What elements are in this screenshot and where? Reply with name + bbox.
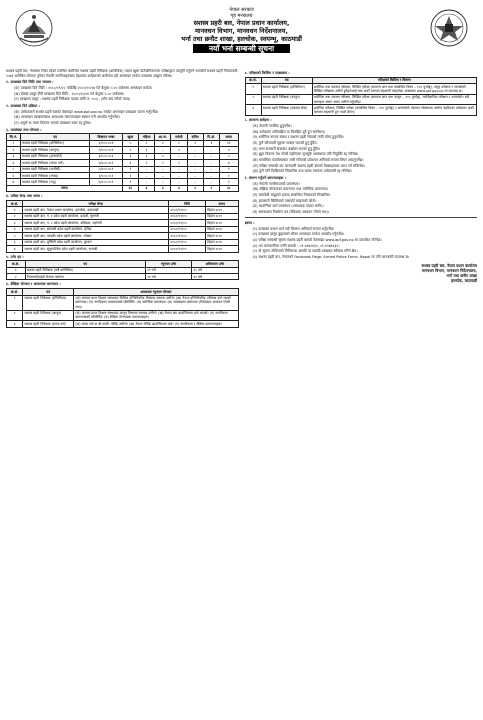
section-9-item: (ख) शैक्षिक योग्यताका प्रमाणपत्र तथा चारित्रिक प्रमाणपत्र। [252, 187, 329, 192]
section-8-item: (च) झुटा विवरण पेश गरेको ठहरिएमा जुनसुकै अवस्थामा पनि नियुक्ति रद्द गरिनेछ। [252, 152, 359, 157]
table-cell: सशस्त्र प्रहरी निरीक्षक (इन्जिनियर) [261, 84, 312, 95]
table-cell: १ [245, 84, 261, 95]
section-8-item: (क) नेपाली नागरिक हुनुपर्नेछ। [252, 123, 292, 128]
signature-line: सशस्त्र प्रहरी बल, नेपाल प्रधान कार्यालय [421, 262, 477, 268]
table-cell: बिहान ७:०० [206, 220, 238, 226]
table-cell: ३ [122, 153, 138, 159]
table-cell: २ [7, 310, 23, 321]
table-row [7, 310, 239, 321]
section-2-item: (ख) अनलाइन दरखास्तसाथ आवश्यक कागजातहरू स्क्यान गरी अपलोड गर्नुपर्नेछ। [14, 115, 120, 120]
table-cell: २ [7, 213, 23, 219]
table-cell: १ [122, 166, 138, 172]
table-header-cell: आवश्यक न्यूनतम योग्यता [74, 289, 238, 295]
table-header-cell: पद [20, 134, 89, 140]
table-cell: – [155, 166, 171, 172]
section-9-list [245, 182, 478, 215]
table-total-cell: ३ [171, 185, 187, 191]
table-cell: सशस्त्र प्रहरी निरीक्षक (कानून) [261, 94, 312, 105]
table-cell: – [138, 179, 154, 185]
table-cell: सशस्त्र प्रहरी निरीक्षक (इन्जिनियर) [20, 140, 89, 146]
table-cell: १/०८०-०८१ [90, 140, 122, 146]
table-header-cell: न्यूनतम उमेर [145, 261, 191, 267]
table-cell: सशस्त्र प्रहरी बल, गण्डकी प्रदेश प्रहरी कार्यालय, पोखरा [23, 233, 169, 239]
section-1-item: (ख) दोब्बर दस्तुर तिरी दरखास्त दिने मिति : २०८०/१०/२४ गते बेलुका ५:०० बजेसम्म। [14, 91, 125, 96]
table-header-cell: मिति [169, 201, 206, 207]
table-header-cell: समय [206, 201, 238, 207]
table-row [245, 84, 477, 95]
header-line-department: मानवधन विभाग, मानवधन निर्देशनालय, [195, 27, 288, 36]
table-cell: बिहान ७:०० [206, 207, 238, 213]
table-total-cell: १ [203, 185, 219, 191]
signature-line: भर्ना तथा छनौट शाखा [446, 272, 477, 278]
table-cell: – [155, 179, 171, 185]
section-8-item: (ग) शारीरिक रूपमा स्वस्थ र सशस्त्र प्रहरी सेवाको लागि योग्य हुनुपर्नेछ। [252, 135, 344, 140]
table-cell: १ [219, 173, 238, 179]
table-cell: सशस्त्र प्रहरी निरीक्षक (पशु) [20, 179, 89, 185]
table-header-cell: क्र.सं. [245, 77, 261, 83]
post-quota-table [6, 133, 239, 192]
section-9-item: (च) समकक्षता निर्धारण पत्र (विदेशमा अध्ययन गरेको भए)। [252, 209, 330, 214]
table-cell: २५ वर्ष [192, 267, 238, 273]
note-item: (५) यो सूचना तोकिएको मितिभन्दा अगाडि वा पछाडि दरखास्त स्वीकार गरिने छैन। [252, 249, 358, 254]
table-row [245, 94, 477, 105]
table-cell: ६ [7, 173, 21, 179]
header-line-office: सशस्त्र प्रहरी बल, नेपाल प्रधान कार्यालय, [193, 19, 290, 28]
section-8-item: (ज) परीक्षा सम्बन्धी थप जानकारी सशस्त्र प्रहरी बलको वेबसाइटबाट प्राप्त गर्न सकिनेछ। [252, 163, 366, 168]
section-1-list [6, 86, 239, 102]
table-cell: ३० वर्ष [192, 274, 238, 280]
age-limit-table [6, 260, 239, 280]
section-8-item: (ख) उम्मेदवार अविवाहित वा विवाहित दुवै हुन सक्नेछन्। [252, 129, 325, 134]
table-header-cell: क्र.सं. [7, 201, 23, 207]
table-header-cell: सि.नं. [7, 134, 21, 140]
section-8-item: (झ) कुनै पनि किसिमको सिफारिस तथा दबाब ल्याएमा उम्मेदवारी रद्द गरिनेछ। [252, 169, 352, 174]
table-cell: ४ [7, 160, 21, 166]
table-header-cell: अधिकतम उमेर [192, 261, 238, 267]
table-cell: सशस्त्र प्रहरी निरीक्षक (कानून) [23, 310, 74, 321]
table-header-cell: खुला [122, 134, 138, 140]
table-header-cell: मधेसी [171, 134, 187, 140]
signature-block [245, 263, 478, 283]
nepal-government-emblem-icon [14, 8, 54, 48]
table-cell: १ [7, 207, 23, 213]
table-row [7, 295, 239, 310]
table-cell: – [155, 147, 171, 153]
table-cell: २/०८०-०८१ [90, 147, 122, 153]
table-total-cell: ६ [138, 185, 154, 191]
table-cell: (क) स्टाफ नर्स वा बी.एस्सी. नर्सिङ उत्तीर्ण। (ख) नेपाल नर्सिङ काउन्सिलमा दर्ता। (ग) नागरिकता र शैक्षिक प्रमाणपत्रहरू। [74, 321, 238, 327]
table-cell: – [138, 166, 154, 172]
table-cell: – [155, 173, 171, 179]
table-cell: २१ वर्ष [145, 267, 191, 273]
table-cell: – [138, 173, 154, 179]
right-column [245, 69, 478, 715]
table-cell: सशस्त्र प्रहरी निरीक्षक (स्वास्थ्य सेवा) [261, 105, 312, 116]
table-cell: २ [138, 160, 154, 166]
section-9-item: (क) नेपाली नागरिकताको प्रमाणपत्र। [252, 181, 300, 186]
left-column [6, 69, 239, 715]
table-cell: सशस्त्र प्रहरी निरीक्षक (स्टाफ नर्स) [20, 160, 89, 166]
section-8-item: (ङ) अन्य सरकारी सेवाबाट बर्खास्त भएको हुनु हुँदैन। [252, 146, 321, 151]
section-8-item: (छ) सम्बन्धित कार्यालयबाट जारी गरिएको प्रवेशपत्र अनिवार्य रूपमा लिएर आउनुपर्नेछ। [252, 157, 364, 162]
table-cell: – [171, 153, 187, 159]
section-1-item: (ग) दरखास्त दस्तुर : सशस्त्र प्रहरी निरीक्षक पदका लागि रु. ५००/- (पाँच सय रुपैयाँ मात्र)। [14, 97, 131, 102]
table-cell: ३ [7, 220, 23, 226]
exam-type-table [245, 77, 478, 117]
table-cell: २ [122, 147, 138, 153]
section-9-title: ९. संलग्न गर्नुपर्ने कागजातहरू : [244, 175, 287, 180]
section-7-title: ७. परीक्षाको किसिम र पाठ्यक्रम : [244, 71, 290, 75]
table-total-label: जम्मा [7, 185, 123, 191]
table-header-cell: दलित [187, 134, 203, 140]
table-row [7, 274, 239, 280]
table-cell: बिहान ७:०० [206, 226, 238, 232]
note-item: (४) थप जानकारीका लागि सम्पर्क : ०१-४२७१६३०, ०१-४२७१६३२। [252, 243, 340, 248]
section-9-item: (ङ) काउन्सिल दर्ता प्रमाणपत्र (आवश्यक पदका लागि)। [252, 204, 324, 209]
table-cell: (क) मान्यता प्राप्त शिक्षण संस्थाबाट कानून विषयमा स्नातक उत्तीर्ण। (ख) नेपाल बार काउन्सिलमा दर्ता भएको। (ग) नागरिकता प्रमाणपत्रको प्रतिलिपि। (घ) शैक्षिक योग्यताका प्रमाणपत्रहरू। [74, 310, 238, 321]
table-cell: १ [171, 147, 187, 153]
table-cell: २ [245, 94, 261, 105]
table-cell: – [187, 179, 203, 185]
table-cell: सशस्त्र प्रहरी बल, नं. १ प्रदेश प्रहरी कार्यालय, इटहरी, सुनसरी [23, 213, 169, 219]
notes-title: द्रष्टव्य : [244, 221, 255, 226]
table-header-cell: परीक्षाको किसिम र विवरण [312, 77, 476, 83]
table-cell: १ [187, 140, 203, 146]
section-8-item: (घ) कुनै फौजदारी मुद्दामा सजाय पाएको हुनु हुँदैन। [252, 140, 318, 145]
notice-title: नयाँ भर्ना सम्बन्धी सूचना [193, 44, 290, 53]
table-cell: बिहान ७:०० [206, 233, 238, 239]
note-item: (६) सशस्त्र प्रहरी बल, नेपालको Facebook Page: Armed Police Force, Nepal मा पनि जानकारी उपलब्ध छ। [252, 255, 410, 260]
section-5-title: ५. उमेर हद : [6, 254, 24, 259]
notes-block [245, 217, 478, 260]
table-cell: १ [122, 173, 138, 179]
table-header-cell: जम्मा [219, 134, 238, 140]
table-cell: ६/०८०-०८१ [90, 173, 122, 179]
table-cell: – [187, 173, 203, 179]
table-cell: बिहान ७:०० [206, 246, 238, 252]
table-cell: ४ [219, 147, 238, 153]
section-9-item: (ग) समावेशी समूहको हकमा सम्बन्धित निकायको सिफारिस। [252, 192, 331, 197]
section-2-item: (क) उम्मेदवारले सशस्त्र प्रहरी बलको वेबसाइट www.apf.gov.np मार्फत अनलाइन दरखास्त फारम भर्नुपर्नेछ। [14, 109, 159, 114]
table-cell: ५ [219, 153, 238, 159]
table-header-cell: पि.क्षे. [203, 134, 219, 140]
table-cell: २०८०/११/०५ [169, 226, 206, 232]
table-cell: ११ [219, 140, 238, 146]
table-cell: ५ [7, 233, 23, 239]
table-cell: २०८०/११/०५ [169, 220, 206, 226]
table-total-cell: ३० [219, 185, 238, 191]
table-cell: सशस्त्र प्रहरी निरीक्षक (ट्रान्सपोर्ट) [20, 153, 89, 159]
table-row [245, 105, 477, 116]
header-line-ministry: गृह मन्त्रालय [230, 13, 253, 20]
table-cell: ३/०८०-०८१ [90, 153, 122, 159]
table-total-cell: १ [187, 185, 203, 191]
table-cell: २०८०/११/०५ [169, 239, 206, 245]
table-header-cell: पद [25, 261, 145, 267]
header-line-branch: भर्ना तथा छनौट शाखा, हलचोक, स्वयम्भू, काठमाडौं [181, 35, 302, 44]
table-cell: शारीरिक परीक्षण, लिखित परीक्षा (सम्बन्धित विषय – १०० पूर्णाङ्क) र अन्तर्वार्ता। स्वास्थ्य परीक्षणमा अयोग्य ठहरिएका उम्मेदवार अर्को चरणमा सहभागी हुन पाउने छैनन्। [312, 105, 476, 116]
table-cell: १ [7, 267, 26, 273]
table-cell: सशस्त्र प्रहरी बल, बागमती प्रदेश प्रहरी कार्यालय, हेटौंडा [23, 226, 169, 232]
armed-police-force-emblem-icon [429, 8, 469, 48]
table-cell: १ [155, 140, 171, 146]
header-line-government: नेपाल सरकार [229, 7, 254, 13]
table-cell: २०८०/११/०५ [169, 213, 206, 219]
table-cell: १ [219, 179, 238, 185]
section-4-title: ४. परीक्षा केन्द्र तथा समय : [6, 194, 43, 199]
table-cell: २ [7, 274, 26, 280]
table-cell: – [203, 147, 219, 153]
table-cell: २ [7, 147, 21, 153]
section-8-title: ८. सामान्य शर्तहरू : [244, 118, 272, 123]
table-cell: १ [7, 295, 23, 310]
table-cell: ३ [122, 160, 138, 166]
table-cell: २०८०/११/०५ [169, 207, 206, 213]
table-cell: – [203, 173, 219, 179]
table-cell: – [203, 166, 219, 172]
table-cell: – [203, 179, 219, 185]
table-cell: ३ [7, 153, 21, 159]
table-header-cell: क्र.सं. [7, 261, 26, 267]
section-9-item: (घ) हालसालै खिचिएको पासपोर्ट साइजको फोटो। [252, 198, 317, 203]
table-header-cell: पद [23, 289, 74, 295]
table-cell: – [203, 160, 219, 166]
table-cell: सशस्त्र प्रहरी निरीक्षक (कानून) [20, 147, 89, 153]
table-cell: १ [171, 140, 187, 146]
table-cell: २०८०/११/०५ [169, 246, 206, 252]
note-item: (३) परीक्षा सम्बन्धी सूचना सशस्त्र प्रहरी बलको वेबसाइट www.apf.gov.np मा प्रकाशित गरिनेछ। [252, 238, 382, 243]
table-cell: ४ [7, 226, 23, 232]
note-item: (२) दरखास्त दस्तुर बुझाएको भौचर अनलाइन मार्फत अपलोड गर्नुपर्नेछ। [252, 232, 345, 237]
table-cell: १ [155, 160, 171, 166]
table-total-cell: ३ [155, 185, 171, 191]
qualification-table [6, 288, 239, 328]
section-1-item: (क) दरखास्त दिने मिति : २०८०/०९/२८ गतेदेखि २०८०/१०/१७ गते बेलुका ५:०० बजेसम्म अनलाइन मार्फत। [14, 86, 153, 91]
section-6-title: ६. शैक्षिक योग्यता र आवश्यक कागजात : [6, 282, 61, 287]
table-cell: ७ [7, 246, 23, 252]
table-cell: २ [138, 140, 154, 146]
table-cell: – [187, 153, 203, 159]
table-cell: ६ [7, 239, 23, 245]
signature-line: मानवधन विभाग, मानवधन निर्देशनालय, [421, 267, 477, 273]
table-cell: ७/०८०-०८१ [90, 179, 122, 185]
table-row [7, 321, 239, 327]
table-cell: सशस्त्र प्रहरी बल, सुदूरपश्चिम प्रदेश प्रहरी कार्यालय, धनगढी [23, 246, 169, 252]
table-header-cell: आ.ज. [155, 134, 171, 140]
section-1-title: १. दरखास्त दिने मिति तथा माध्यम : [6, 80, 54, 85]
table-cell: १ [171, 160, 187, 166]
table-header-cell: महिला [138, 134, 154, 140]
table-cell: सशस्त्र प्रहरी निरीक्षक (फार्मेसी) [20, 166, 89, 172]
table-cell: – [171, 173, 187, 179]
table-cell: सशस्त्र प्रहरी बल, नेपाल प्रधान कार्यालय, हलचोक, काठमाडौं [23, 207, 169, 213]
table-cell: ७ [7, 179, 21, 185]
table-cell: १ [203, 140, 219, 146]
notice-header [6, 5, 477, 69]
section-2-list [6, 110, 239, 126]
notes-list [245, 227, 478, 260]
section-2-title: २. दरखास्त दिने प्रक्रिया : [6, 104, 40, 109]
table-cell: १ [155, 153, 171, 159]
table-cell: ५ [122, 140, 138, 146]
table-total-cell: १६ [122, 185, 138, 191]
table-cell: ५ [7, 166, 21, 172]
table-cell: – [171, 166, 187, 172]
table-cell: १ [219, 166, 238, 172]
exam-center-table [6, 200, 239, 253]
intro-paragraph: सशस्त्र प्रहरी बल, नेपालमा रिक्त रहेको तपसिल बमोजिम सशस्त्र प्रहरी निरीक्षक (प्राविधिक) पदमा खुला प्रतियोगितात्मक परीक्षाद्वारा पदपूर्ति गर्नुपर्ने भएकोले सशस्त्र प्रहरी नियमावली, २०७२ बमोजिम योग्यता पुगेका नेपाली नागरिकहरूबाट देहायका शर्तहरूको अधीनमा रही अनलाइन मार्फत दरखास्त आह्वान गरिन्छ। [6, 69, 239, 78]
table-row [7, 246, 239, 252]
signature-line: हलचोक, काठमाडौं [450, 277, 477, 283]
table-cell: शारीरिक तथा स्वास्थ्य परीक्षण, लिखित परीक्षा (सामान्य ज्ञान तथा सम्बन्धित विषय – १०० पूर्णाङ्क), समूह परीक्षण र अन्तर्वार्ता। लिखित परीक्षामा उत्तीर्ण हुनेहरूलाई मात्र अर्को चरणमा सहभागी गराइनेछ। पाठ्यक्रम www.apf.gov.np मा उपलब्ध छ। [312, 84, 476, 95]
table-cell: २१ वर्ष [145, 274, 191, 280]
note-item: (१) दरखास्त फारम भर्दा सबै विवरण अनिवार्य रूपमा भर्नुपर्नेछ। [252, 226, 335, 231]
table-cell: १ [7, 140, 21, 146]
table-cell: सशस्त्र प्रहरी निरीक्षक (ल्याब) [20, 173, 89, 179]
table-header-cell: पद [261, 77, 312, 83]
table-cell: – [187, 147, 203, 153]
table-cell: शारीरिक तथा स्वास्थ्य परीक्षण, लिखित परीक्षा (सामान्य ज्ञान तथा कानून – १०० पूर्णाङ्क), मनोवैज्ञानिक परीक्षण र अन्तर्वार्ता। सबै चरणहरू अलग अलग उत्तीर्ण गर्नुपर्नेछ। [312, 94, 476, 105]
table-cell: – [203, 153, 219, 159]
table-cell: १ [138, 147, 154, 153]
table-cell: ४/०८०-०८१ [90, 160, 122, 166]
table-cell: ३ [7, 321, 23, 327]
table-cell: ७ [219, 160, 238, 166]
table-header-cell: क्र.सं. [7, 289, 23, 295]
table-cell: २०८०/११/०५ [169, 233, 206, 239]
table-cell: – [187, 166, 203, 172]
table-cell: सशस्त्र प्रहरी निरीक्षक (इन्जिनियर) [23, 295, 74, 310]
table-header-cell: परीक्षा केन्द्र [23, 201, 169, 207]
section-8-list [245, 124, 478, 174]
table-header-cell: विज्ञापन नम्बर [90, 134, 122, 140]
section-3-title: ३. पदसंख्या तथा योग्यता : [6, 127, 42, 132]
table-cell: (क) मान्यता प्राप्त शिक्षण संस्थाबाट सिभिल इन्जिनियरिङ विषयमा स्नातक उत्तीर्ण। (ख) नेपाल इन्जिनियरिङ परिषद्मा दर्ता भएको प्रमाणपत्र। (ग) नागरिकता प्रमाणपत्रको प्रतिलिपि। (घ) चारित्रिक प्रमाणपत्र। (ङ) समकक्षता प्रमाणपत्र (विदेशबाट अध्ययन गरेको भए)। [74, 295, 238, 310]
table-total-row [7, 185, 239, 191]
table-cell: ५/०८०-०८१ [90, 166, 122, 172]
table-cell: – [171, 179, 187, 185]
table-cell: १ [122, 179, 138, 185]
table-cell: बिहान ७:०० [206, 239, 238, 245]
table-cell: सशस्त्र प्रहरी बल, लुम्बिनी प्रदेश प्रहरी कार्यालय, बुटवल [23, 239, 169, 245]
table-cell: बिहान ७:०० [206, 213, 238, 219]
table-cell: सशस्त्र प्रहरी निरीक्षक (सबै प्राविधिक) [25, 267, 145, 273]
table-cell: सशस्त्र प्रहरी बल, नं. २ प्रदेश प्रहरी कार्यालय, बर्दिबास, महोत्तरी [23, 220, 169, 226]
table-cell: सशस्त्र प्रहरी निरीक्षक (स्टाफ नर्स) [23, 321, 74, 327]
table-cell: निजामती/प्रहरी सेवामा कार्यरत [25, 274, 145, 280]
table-cell: – [187, 160, 203, 166]
table-cell: ३ [245, 105, 261, 116]
table-cell: १ [138, 153, 154, 159]
section-2-item: (ग) अपूर्ण वा गलत विवरण भएको दरखास्त स्वतः रद्द हुनेछ। [14, 121, 91, 126]
